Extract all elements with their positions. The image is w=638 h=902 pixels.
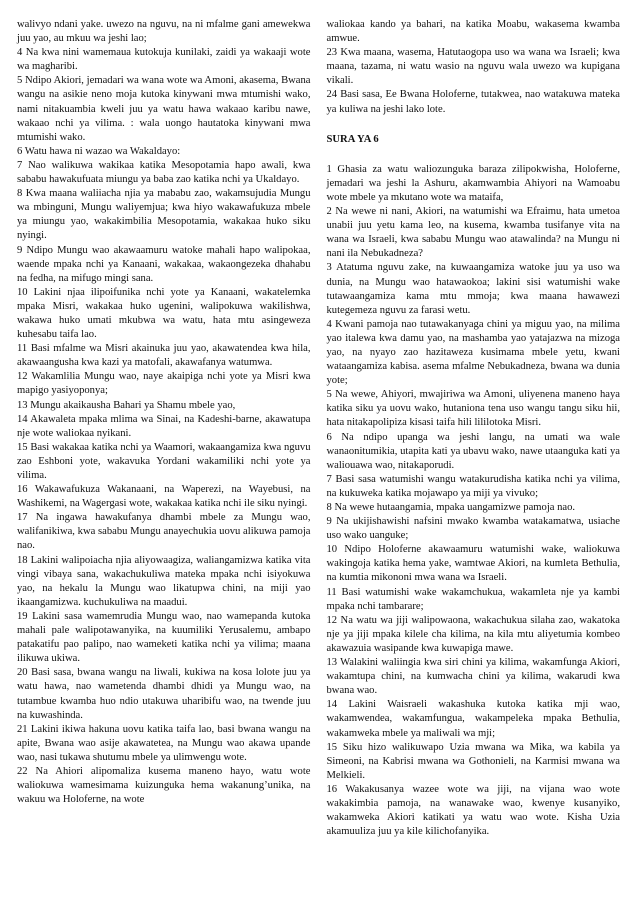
- verse: 1 Ghasia za watu waliozunguka baraza zilipokwisha, Holoferne, jemadari wa jeshi la Ashuru, akamwambia Ahiyori na Wamoabu wote mbele ya mkutano wote wa mataifa,: [326, 163, 620, 203]
- verse: 9 Na ukijishawishi nafsini mwako kwamba watakamatwa, usiache uso wako uanguke;: [326, 516, 620, 542]
- verse: 15 Siku hizo walikuwapo Uzia mwana wa Mika, wa kabila ya Simeoni, na Kabrisi mwana wa Gothonieli, na Karmisi mwana wa Melkieli.: [326, 741, 620, 781]
- verse: 19 Lakini sasa wamemrudia Mungu wao, nao wamepanda kutoka mahali pale walipotawanyika, na kuumiliki Yerusalemu, ambapo patakatifu pao palipo, nao wameketi katika nchi ya vilima; maana ilikuwa ukiwa.: [17, 610, 311, 665]
- left-column: [17, 18, 311, 902]
- verse: 10 Lakini njaa ilipoifunika nchi yote ya Kanaani, wakatelemka mpaka Misri, wakakaa huko ugenini, walipokuwa wakilishwa, wakawa huko umati mkubwa wa watu, hata mtu asingeweza kuhesabu taifa lao.: [17, 286, 311, 341]
- verse: 20 Basi sasa, bwana wangu na liwali, kukiwa na kosa lolote juu ya watu hawa, nao wametenda dhambi dhidi ya Mungu wao, na tutambue kwamba huo ndio utakuwa uharibifu wao, na twende juu na kuwashinda.: [17, 667, 311, 721]
- verse: 16 Wakawafukuza Wakanaani, na Waperezi, na Wayebusi, na Washikemi, na Wagergasi wote, wakakaa katika nchi ile siku nyingi.: [17, 484, 311, 510]
- paragraph: walivyo ndani yake. uwezo na nguvu, na ni mfalme gani amewekwa juu yao, au mkuu wa jeshi lao;: [17, 19, 311, 45]
- right-column: [327, 18, 621, 902]
- verse: 17 Na ingawa hawakufanya dhambi mbele za Mungu wao, walifanikiwa, kwa sababu Mungu anayechukia uovu alikuwa pamoja nao.: [17, 512, 311, 552]
- verse: 10 Ndipo Holoferne akawaamuru watumishi wake, waliokuwa wakingoja katika hema yake, wamtwae Akiori, na kumleta Bethulia, na kumtia mikononi mwa wana wa Israeli.: [326, 544, 620, 584]
- verse: waliokaa kando ya bahari, na katika Moabu, wakasema kwamba amwue.: [326, 19, 620, 45]
- verse: 8 Kwa maana waliiacha njia ya mababu zao, wakamsujudia Mungu wa mbinguni, Mungu waliyemjua; kwa hiyo wakawafukuza mbele ya miungu yao, wakakimbilia Mesopotamia, wakakaa huko siku nyingi.: [17, 188, 311, 242]
- verse: 11 Basi mfalme wa Misri akainuka juu yao, akawatendea kwa hila, akawaangusha kwa kazi ya matofali, akawafanya watumwa.: [17, 343, 311, 369]
- verse: 18 Lakini walipoiacha njia aliyowaagiza, waliangamizwa katika vita vingi vibaya sana, wakachukuliwa mateka mpaka nchi isiyokuwa yao, na hekalu la Mungu wao likatupwa chini, na miji yao ikaangamizwa. kuchukuliwa na maadui.: [17, 554, 311, 608]
- verse: 6 Na ndipo upanga wa jeshi langu, na umati wa wale wanaonitumikia, utapita kati ya ubavu wako, nawe utaanguka kati ya waliouawa wao, nitakaporudi.: [326, 431, 620, 471]
- verse: 4 Na kwa nini wamemaua kutokuja kunilaki, zaidi ya wakaaji wote wa magharibi.: [17, 47, 311, 73]
- verse: 16 Wakakusanya wazee wote wa jiji, na vijana wao wote wakakimbia pamoja, na wanawake wao, kwenye kusanyiko, wakamweka Akiori katikati ya watu wao wote. Kisha Uzia akamuuliza juu ya kile kilichofanyika.: [326, 783, 620, 838]
- verse: 7 Nao walikuwa wakikaa katika Mesopotamia hapo awali, kwa sababu hawakufuata miungu ya baba zao katika nchi ya Ukaldayo.: [17, 159, 311, 186]
- verse: 12 Wakamlilia Mungu wao, naye akaipiga nchi yote ya Misri kwa mapigo yasiyoponya;: [17, 371, 311, 397]
- verse: 4 Kwani pamoja nao tutawakanyaga chini ya miguu yao, na milima yao italewa kwa damu yao, na mashamba yao yatajazwa na mizoga yao, na nyayo zao hazitaweza kusimama mbele yetu, kwani wataangamiza kabisa. asema mfalme Nebukadneza, bwana wa dunia yote;: [326, 318, 620, 387]
- verse: 5 Ndipo Akiori, jemadari wa wana wote wa Amoni, akasema, Bwana wangu na asikie neno moja kutoka kinywani mwa mtumishi wako, nami nitakuambia kweli juu ya watu hawa wakaao karibu nawe, wakaao nchi ya vilima. : wala uongo hautatoka kinywani mwa mtumishi wako.: [17, 75, 311, 143]
- verse: 23 Kwa maana, wasema, Hatutaogopa uso wa wana wa Israeli; kwa maana, tazama, ni watu wasio na nguvu wala uwezo wa kupigana vikali.: [326, 47, 620, 87]
- verse: 22 Na Ahiori alipomaliza kusema maneno hayo, watu wote waliokuwa wamesimama kuizunguka hema wakanung’unika, na wakuu wa Holoferne, na wote: [17, 765, 311, 806]
- verse: 14 Lakini Waisraeli wakashuka kutoka katika mji wao, wakamwendea, wakamfungua, wakampeleka mpaka Bethulia, wakamweka mbele ya maliwali wa mji;: [326, 699, 620, 739]
- verse: 21 Lakini ikiwa hakuna uovu katika taifa lao, basi bwana wangu na apite, Bwana wao asije akawatetea, na Mungu wao akawa upande wao, nasi tukawa shutumu mbele ya ulimwengu wote.: [17, 723, 311, 763]
- verse: 3 Atatuma nguvu zake, na kuwaangamiza watoke juu ya uso wa dunia, na Mungu wao hatawaokoa; lakini sisi watumishi wake tutawaangamiza kama mtu mmoja; kwa maana hawawezi kutegemeza nguvu za farasi wetu.: [326, 262, 620, 316]
- verse: 15 Basi wakakaa katika nchi ya Waamori, wakaangamiza kwa nguvu zao Eshboni yote, wakavuka Yordani wakamiliki nchi yote ya vilima.: [17, 441, 311, 481]
- verse: 8 Na wewe hutaangamia, mpaka uangamizwe pamoja nao.: [326, 502, 576, 513]
- verse: 12 Na watu wa jiji walipowaona, wakachukua silaha zao, wakatoka nje ya jiji mpaka kilele cha kilima, na kila mtu aliyetumia kombeo akawazuia wasipande kwa kuwapiga mawe.: [326, 614, 620, 654]
- verse: 13 Walakini waliingia kwa siri chini ya kilima, wakamfunga Akiori, wakamtupa chini, na kumwacha chini ya kilima, wakarudi kwa bwana wao.: [326, 657, 620, 697]
- verse: 14 Akawaleta mpaka mlima wa Sinai, na Kadeshi-barne, akawatupa nje wote waliokaa nyikani.: [17, 413, 311, 439]
- verse: 7 Basi sasa watumishi wangu watakurudisha katika nchi ya vilima, na kukuweka katika mojawapo ya miji ya vivuko;: [326, 473, 620, 499]
- verse: 24 Basi sasa, Ee Bwana Holoferne, tutakwea, nao watakuwa mateka ya kuliwa na jeshi lako lote.: [326, 89, 620, 115]
- chapter-heading: SURA YA 6: [326, 133, 379, 145]
- verse: 11 Basi watumishi wake wakamchukua, wakamleta nje ya kambi mpaka nchi tambarare;: [326, 586, 620, 612]
- verse: 13 Mungu akaikausha Bahari ya Shamu mbele yao,: [17, 399, 236, 411]
- verse: 9 Ndipo Mungu wao akawaamuru watoke mahali hapo walipokaa, waende mpaka nchi ya Kanaani, wakakaa, wakaongezeka dhahabu na fedha, na mifugo mingi sana.: [17, 244, 311, 284]
- verse: 6 Watu hawa ni wazao wa Wakaldayo:: [17, 145, 181, 157]
- verse: 2 Na wewe ni nani, Akiori, na watumishi wa Efraimu, hata umetoa unabii juu yetu kama leo, na kusema, kwamba tusifanye vita na wana wa Israeli, kwa sababu Mungu wao atawalinda? na Mungu ni nani ila Nebukadneza?: [326, 206, 620, 260]
- verse: 5 Na wewe, Ahiyori, mwajiriwa wa Amoni, uliyenena maneno haya katika siku ya uovu wako, hutaniona tena uso wangu tangu siku hii, hata nitakapolipiza kisasi taifa hili lililotoka Misri.: [326, 389, 620, 429]
